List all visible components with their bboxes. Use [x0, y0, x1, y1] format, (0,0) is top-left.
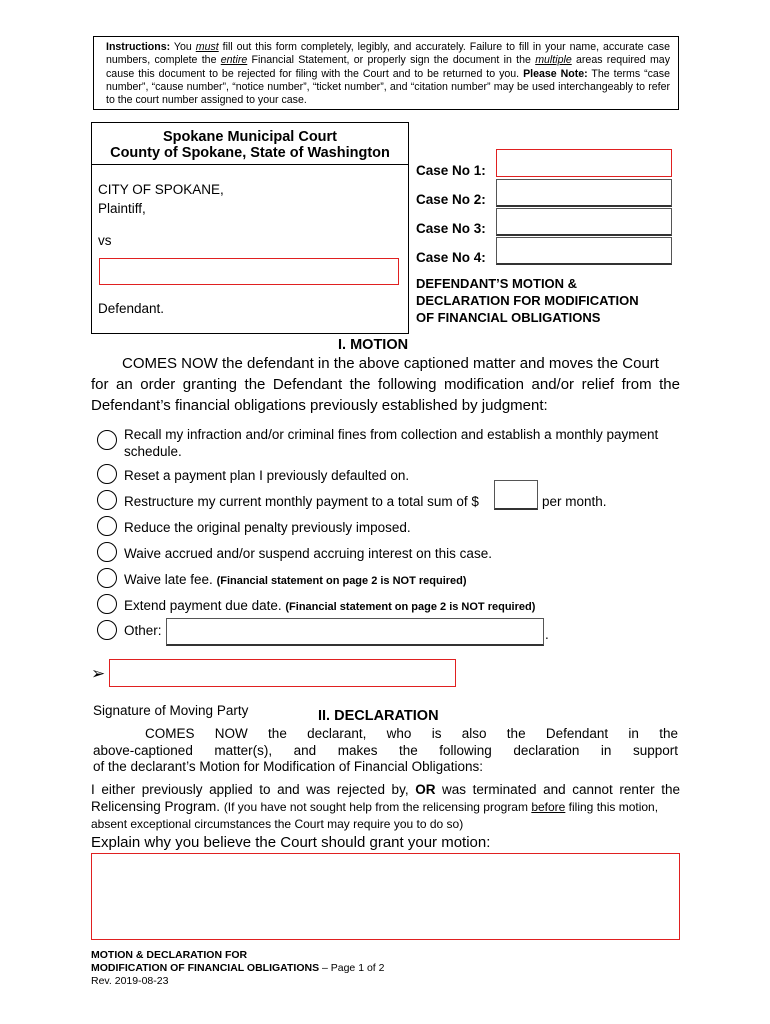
- option-extend-note: (Financial statement on page 2 is NOT required): [285, 601, 536, 613]
- instructions-entire: entire: [220, 54, 248, 67]
- option-reset-label: Reset a payment plan I previously defaulted on.: [124, 468, 410, 483]
- instructions-text: areas required may cause this document to be rejected for filing with the Court and to be returned to you.: [106, 54, 670, 80]
- option-recall-text: Recall my infraction and/or criminal fines from collection and establish a monthly payment: [124, 427, 659, 442]
- relicensing-or: OR: [415, 782, 436, 797]
- instructions-note-label: Please Note:: [523, 67, 588, 80]
- declaration-heading: II. DECLARATION: [318, 708, 439, 724]
- instructions-label: Instructions:: [106, 41, 171, 53]
- option-waive-interest-label: Waive accrued and/or suspend accruing interest on this case.: [124, 546, 492, 561]
- instructions-box: [93, 36, 679, 110]
- instructions-text: fill out this form completely, legibly, and accurately. Failure to fill in your name, accurate case numbers, complete the: [106, 41, 670, 67]
- plaintiff-block: [98, 180, 224, 218]
- document-title-line: DEFENDANT’S MOTION &: [416, 276, 578, 291]
- option-other-label: Other:: [124, 623, 162, 638]
- declaration-line: COMES NOW the declarant, who is also the Defendant in the: [145, 726, 678, 741]
- caption-divider: [92, 164, 408, 165]
- document-title: [416, 275, 639, 326]
- option-reset-radio[interactable]: [97, 464, 117, 484]
- document-title-line: DECLARATION FOR MODIFICATION: [416, 293, 639, 308]
- per-month-label: per month.: [542, 494, 607, 509]
- motion-paragraph: for an order granting the Defendant the following modification and/or relief from the: [91, 376, 680, 393]
- option-recall-radio[interactable]: [97, 430, 117, 450]
- relicensing-text: was terminated and cannot renter the: [435, 782, 680, 797]
- case-no-4-label: Case No 4:: [416, 250, 486, 265]
- explain-textarea[interactable]: [91, 853, 680, 940]
- page-footer: [91, 949, 384, 988]
- footer-title: MODIFICATION OF FINANCIAL OBLIGATIONS: [91, 962, 320, 974]
- signature-label: Signature of Moving Party: [93, 703, 249, 718]
- case-no-2-field[interactable]: [496, 179, 672, 207]
- case-no-1-label: Case No 1:: [416, 163, 486, 178]
- option-waive-late-note: (Financial statement on page 2 is NOT required): [216, 575, 467, 587]
- vs-label: vs: [98, 233, 112, 248]
- footer-revision: Rev. 2019-08-23: [91, 975, 169, 987]
- arrow-bullet-icon: ➢: [91, 664, 106, 683]
- option-waive-late-radio[interactable]: [97, 568, 117, 588]
- declaration-line: above-captioned matter(s), and makes the following declaration in support: [93, 742, 678, 758]
- option-recall-label: [124, 426, 658, 460]
- instructions-text: The terms “case number”, “cause number”, “notice number”, “ticket number”, and “citation number” may be used interchangeably to refer to the court number assigned to your case.: [106, 67, 670, 107]
- option-extend-radio[interactable]: [97, 594, 117, 614]
- case-no-3-label: Case No 3:: [416, 221, 486, 236]
- option-other-radio[interactable]: [97, 620, 117, 640]
- option-restructure-radio[interactable]: [97, 490, 117, 510]
- option-recall-text: schedule.: [124, 444, 182, 459]
- instructions-text: You: [170, 41, 196, 53]
- instructions-must: must: [195, 41, 219, 53]
- motion-paragraph: Defendant’s financial obligations previously established by judgment:: [91, 397, 548, 414]
- footer-page: – Page 1 of 2: [319, 962, 385, 974]
- court-name: Spokane Municipal Court: [162, 129, 337, 145]
- case-no-1-field[interactable]: [496, 149, 672, 177]
- instructions-multiple: multiple: [535, 54, 572, 67]
- other-relief-field[interactable]: [166, 618, 544, 646]
- relicensing-note: absent exceptional circumstances the Court may require you to do so): [91, 817, 464, 831]
- defendant-label: Defendant.: [98, 301, 165, 316]
- relicensing-note: (If you have not sought help from the relicensing program: [223, 800, 532, 814]
- plaintiff-name: CITY OF SPOKANE,: [98, 182, 224, 197]
- monthly-amount-field[interactable]: [494, 480, 538, 510]
- declaration-paragraph: [93, 726, 678, 776]
- motion-heading: I. MOTION: [338, 337, 409, 353]
- signature-field[interactable]: [109, 659, 456, 687]
- footer-title: MOTION & DECLARATION FOR: [91, 949, 248, 961]
- case-no-2-label: Case No 2:: [416, 192, 486, 207]
- option-reduce-radio[interactable]: [97, 516, 117, 536]
- relicensing-paragraph: [91, 781, 680, 833]
- other-period: .: [545, 627, 549, 642]
- declaration-line: of the declarant’s Motion for Modification of Financial Obligations:: [93, 759, 483, 774]
- case-no-3-field[interactable]: [496, 208, 672, 236]
- case-no-4-field[interactable]: [496, 237, 672, 265]
- option-extend-text: Extend payment due date.: [124, 598, 282, 613]
- plaintiff-label: Plaintiff,: [98, 201, 146, 216]
- document-title-line: OF FINANCIAL OBLIGATIONS: [416, 310, 601, 325]
- option-restructure-label: Restructure my current monthly payment to a total sum of $: [124, 494, 479, 509]
- relicensing-text: I either previously applied to and was rejected by,: [91, 782, 416, 797]
- option-waive-late-label: [124, 571, 467, 590]
- instructions-text: Financial Statement, or properly sign the document in the: [247, 54, 536, 67]
- option-waive-late-text: Waive late fee.: [124, 572, 213, 587]
- relicensing-text: Relicensing Program.: [91, 799, 224, 814]
- option-waive-interest-radio[interactable]: [97, 542, 117, 562]
- relicensing-before: before: [531, 800, 566, 814]
- explain-prompt: Explain why you believe the Court should grant your motion:: [91, 834, 491, 851]
- case-caption-box: [91, 122, 409, 334]
- defendant-name-field[interactable]: [99, 258, 399, 285]
- relicensing-note: filing this motion,: [565, 800, 659, 814]
- motion-paragraph: COMES NOW the defendant in the above captioned matter and moves the Court: [122, 355, 659, 372]
- option-reduce-label: Reduce the original penalty previously imposed.: [124, 520, 411, 535]
- court-county: County of Spokane, State of Washington: [110, 145, 390, 161]
- option-extend-label: [124, 597, 535, 616]
- court-title: [92, 129, 408, 161]
